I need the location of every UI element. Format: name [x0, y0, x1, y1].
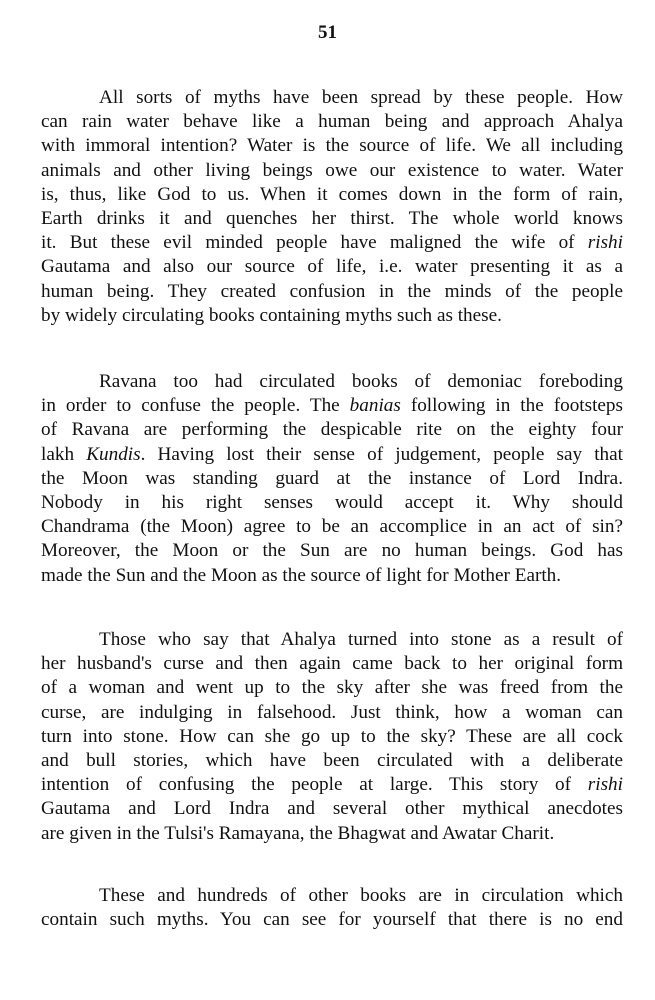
text-line: it. But these evil minded people have maligned the wife of rishi: [41, 232, 623, 254]
text-line: is, thus, like God to us. When it comes down in the form of rain,: [41, 183, 623, 205]
text-line: curse, are indulging in falsehood. Just think, how a woman can: [41, 701, 623, 723]
text-line: intention of confusing the people at large. This story of rishi: [41, 774, 623, 796]
paragraph-2: [41, 370, 623, 588]
text-line: Gautama and also our source of life, i.e. water presenting it as a: [41, 256, 623, 278]
text-line: Those who say that Ahalya turned into stone as a result of: [99, 629, 623, 650]
paragraph-3: [41, 628, 623, 846]
text-line: in order to confuse the people. The banias following in the footsteps: [41, 395, 623, 417]
text-line: Gautama and Lord Indra and several other mythical anecdotes: [41, 798, 623, 820]
text-line: with immoral intention? Water is the source of life. We all including: [41, 135, 623, 157]
text-line: by widely circulating books containing myths such as these.: [41, 304, 502, 326]
text-line: These and hundreds of other books are in circulation which: [99, 885, 623, 906]
text-line: made the Sun and the Moon as the source of light for Mother Earth.: [41, 564, 562, 586]
text-line: and bull stories, which have been circulated with a deliberate: [41, 749, 623, 771]
text-line: the Moon was standing guard at the instance of Lord Indra.: [41, 467, 623, 489]
text-line: animals and other living beings owe our existence to water. Water: [41, 159, 623, 181]
paragraph-1: [41, 86, 623, 328]
text-line: her husband's curse and then again came back to her original form: [41, 653, 623, 675]
paragraph-4: [41, 884, 623, 932]
text-line: of a woman and went up to the sky after she was freed from the: [41, 677, 623, 699]
text-line: All sorts of myths have been spread by these people. How: [99, 87, 623, 108]
text-line: lakh Kundis. Having lost their sense of judgement, people say that: [41, 443, 623, 465]
text-line: Earth drinks it and quenches her thirst. The whole world knows: [41, 207, 623, 229]
text-line: Chandrama (the Moon) agree to be an accomplice in an act of sin?: [41, 516, 623, 538]
page-number: 51: [318, 22, 337, 43]
text-line: Moreover, the Moon or the Sun are no human beings. God has: [41, 540, 623, 562]
text-line: can rain water behave like a human being and approach Ahalya: [41, 111, 623, 133]
text-line: of Ravana are performing the despicable rite on the eighty four: [41, 419, 623, 441]
text-line: are given in the Tulsi's Ramayana, the Bhagwat and Awatar Charit.: [41, 822, 555, 844]
text-line: contain such myths. You can see for yourself that there is no end: [41, 909, 623, 931]
text-line: Nobody in his right senses would accept it. Why should: [41, 491, 623, 513]
text-line: Ravana too had circulated books of demoniac foreboding: [99, 371, 623, 392]
text-line: turn into stone. How can she go up to the sky? These are all cock: [41, 725, 623, 747]
text-line: human being. They created confusion in the minds of the people: [41, 280, 623, 302]
